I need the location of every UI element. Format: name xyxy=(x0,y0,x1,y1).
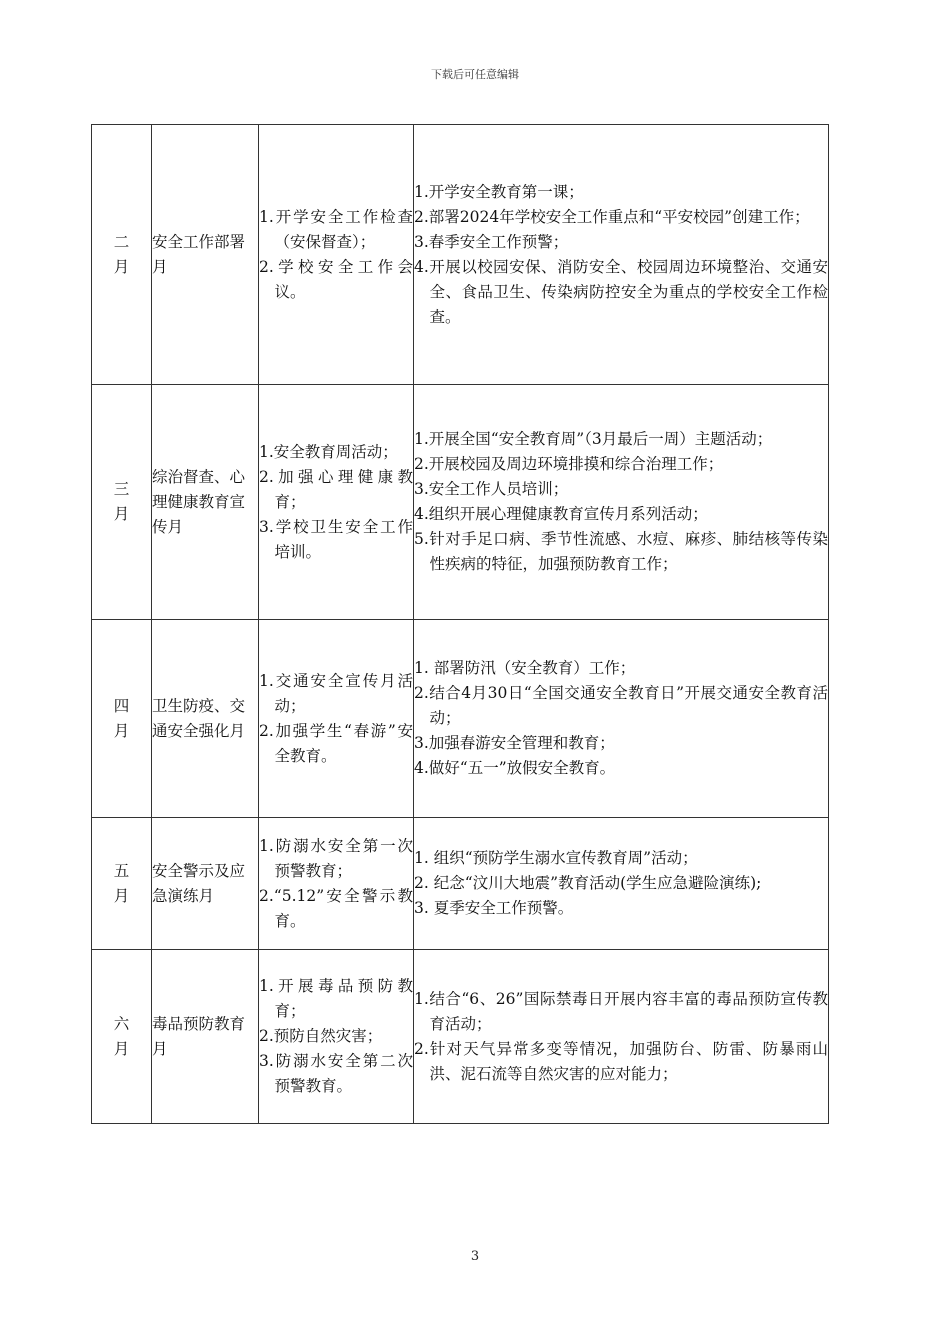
content-item: 5.针对手足口病、季节性流感、水痘、麻疹、肺结核等传染性疾病的特征，加强预防教育工作； xyxy=(414,530,828,573)
page-number: 3 xyxy=(470,1249,480,1264)
content-item: 2.部署2024年学校安全工作重点和“平安校园”创建工作； xyxy=(414,207,810,226)
task-item: 1.防溺水安全第一次预警教育； xyxy=(259,836,413,880)
theme-cell: 安全警示及应急演练月 xyxy=(152,818,259,950)
tasks-cell xyxy=(259,950,414,1124)
task-item: 3.学校卫生安全工作培训。 xyxy=(259,517,413,561)
tasks-cell xyxy=(259,620,414,818)
task-item: 1.交通安全宣传月活动； xyxy=(259,671,413,715)
month-cell: 六月 xyxy=(92,950,152,1124)
table-row xyxy=(92,818,829,950)
task-item: 2.学校安全工作会议。 xyxy=(259,257,413,301)
tasks-cell xyxy=(259,385,414,620)
content-item: 1. 部署防汛（安全教育）工作； xyxy=(414,659,636,677)
content-item: 4.做好“五一”放假安全教育。 xyxy=(414,759,616,777)
table-row xyxy=(92,620,829,818)
theme-cell: 卫生防疫、交通安全强化月 xyxy=(152,620,259,818)
content-cell xyxy=(414,620,829,818)
content-cell xyxy=(414,818,829,950)
task-item: 2.加强心理健康教育； xyxy=(259,467,413,511)
safety-plan-table xyxy=(91,124,829,1124)
theme-cell: 综治督查、心理健康教育宣传月 xyxy=(152,385,259,620)
month-cell: 二月 xyxy=(92,125,152,385)
month-cell: 五月 xyxy=(92,818,152,950)
task-item: 3.防溺水安全第二次预警教育。 xyxy=(259,1052,413,1095)
content-cell xyxy=(414,950,829,1124)
task-item: 1.开学安全工作检查（安保督查）； xyxy=(259,207,413,251)
table-row xyxy=(92,385,829,620)
content-cell xyxy=(414,385,829,620)
content-item: 1. 组织“预防学生溺水宣传教育周”活动； xyxy=(414,849,698,867)
task-item: 2.预防自然灾害； xyxy=(259,1027,383,1045)
tasks-cell xyxy=(259,125,414,385)
content-item: 2.开展校园及周边环境排摸和综合治理工作； xyxy=(414,455,724,473)
theme-cell: 安全工作部署月 xyxy=(152,125,259,385)
theme-cell: 毒品预防教育月 xyxy=(152,950,259,1124)
task-item: 1.开展毒品预防教育； xyxy=(259,977,413,1020)
month-cell: 四月 xyxy=(92,620,152,818)
content-item: 1.结合“6、26”国际禁毒日开展内容丰富的毒品预防宣传教育活动； xyxy=(414,989,828,1033)
content-item: 3.安全工作人员培训； xyxy=(414,480,569,498)
table-row xyxy=(92,950,829,1124)
table-row xyxy=(92,125,829,385)
task-item: 2.加强学生“春游”安全教育。 xyxy=(259,721,413,765)
month-cell: 三月 xyxy=(92,385,152,620)
header-note: 下载后可任意编辑 xyxy=(431,68,519,81)
content-item: 4.开展以校园安保、消防安全、校园周边环境整治、交通安全、食品卫生、传染病防控安全为重点的学校安全工作检查。 xyxy=(414,257,828,326)
task-item: 2.“5.12”安全警示教育。 xyxy=(259,886,413,930)
content-item: 1.开展全国“安全教育周”（3月最后一周）主题活动； xyxy=(414,430,773,448)
task-item: 1.安全教育周活动； xyxy=(259,442,398,461)
content-cell xyxy=(414,125,829,385)
content-item: 3. 夏季安全工作预警。 xyxy=(414,899,574,917)
tasks-cell xyxy=(259,818,414,950)
content-item: 2. 纪念“汶川大地震”教育活动(学生应急避险演练); xyxy=(414,874,762,892)
content-item: 2.结合4月30日“全国交通安全教育日”开展交通安全教育活动； xyxy=(414,684,828,727)
content-item: 1.开学安全教育第一课； xyxy=(414,182,584,201)
content-item: 2.针对天气异常多变等情况，加强防台、防雷、防暴雨山洪、泥石流等自然灾害的应对能力； xyxy=(414,1039,828,1083)
content-item: 3.春季安全工作预警； xyxy=(414,232,569,251)
content-item: 3.加强春游安全管理和教育； xyxy=(414,734,615,752)
content-item: 4.组织开展心理健康教育宣传月系列活动； xyxy=(414,505,708,523)
